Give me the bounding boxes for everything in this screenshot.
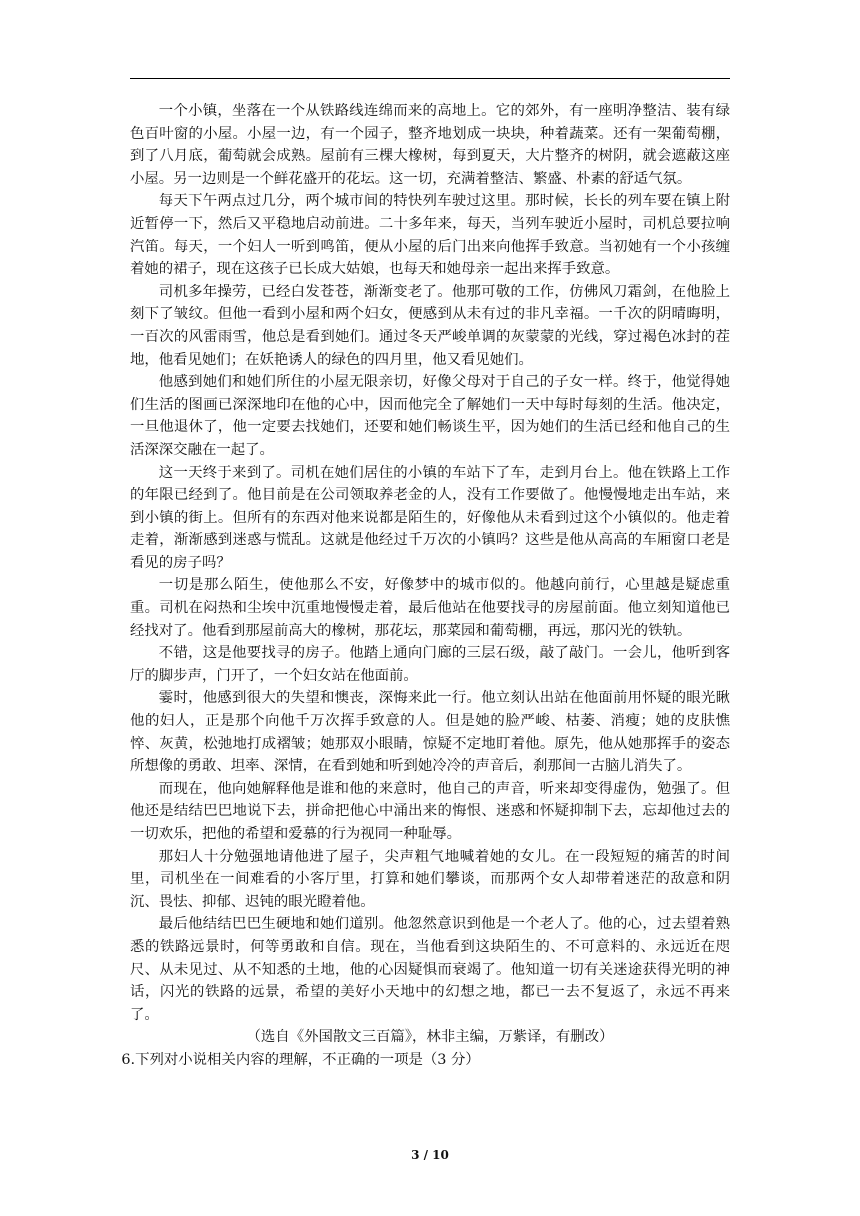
paragraph-3: 司机多年操劳，已经白发苍苍，渐渐变老了。他那可敬的工作，仿佛风刀霜剑，在他脸上刻下了皱纹。但他一看到小屋和两个妇女，便感到从未有过的非凡幸福。一千次的阴晴晦明，一百次的风雷雨雪，他总是看到她们。通过冬天严峻单调的灰蒙蒙的光线，穿过褐色冰封的茬地，他看见她们；在妖艳诱人的绿色的四月里，他又看见她们。 [130,283,730,368]
paragraph-5: 这一天终于来到了。司机在她们居住的小镇的车站下了车，走到月台上。他在铁路上工作的年限已经到了。他目前是在公司领取养老金的人，没有工作要做了。他慢慢地走出车站，来到小镇的街上。但所有的东西对他来说都是陌生的，好像他从未看到过这个小镇似的。他走着走着，渐渐感到迷惑与慌乱。这就是他经过千万次的小镇吗？这些是他从高高的车厢窗口老是看见的房子吗？ [130,464,730,571]
source-citation: （选自《外国散文三百篇》，林非主编，万紫译，有删改） [246,1029,614,1046]
paragraph-4: 他感到她们和她们所住的小屋无限亲切，好像父母对于自己的子女一样。终于，他觉得她们生活的图画已深深地印在他的心中，因而他完全了解她们一天中每时每刻的生活。他决定，一旦他退休了，他一定要去找她们，还要和她们畅谈生平，因为她们的生活已经和他自己的生活深深交融在一起了。 [130,374,730,458]
paragraph-1: 一个小镇，坐落在一个从铁路线连绵而来的高地上。它的郊外，有一座明净整洁、装有绿色百叶窗的小屋。小屋一边，有一个园子，整齐地划成一块块，种着蔬菜。还有一架葡萄棚，到了八月底，葡萄就会成熟。屋前有三棵大橡树，每到夏天，大片整齐的树阴，就会遮蔽这座小屋。另一边则是一个鲜花盛开的花坛。这一切，充满着整洁、繁盛、朴素的舒适气氛。 [130,103,730,187]
page-number: 3 / 10 [411,1148,449,1162]
paragraph-6: 一切是那么陌生，使他那么不安，好像梦中的城市似的。他越向前行，心里越是疑虑重重。司机在闷热和尘埃中沉重地慢慢走着，最后他站在他要找寻的房屋前面。他立刻知道他已经找对了。他看到那屋前高大的橡树，那花坛，那菜园和葡萄棚，再远，那闪光的铁轨。 [130,577,730,639]
paragraph-9: 而现在，他向她解释他是谁和他的来意时，他自己的声音，听来却变得虚伪，勉强了。但他还是结结巴巴地说下去，拼命把他心中涌出来的悔恨、迷惑和怀疑抑制下去，忘却他过去的一切欢乐，把他的希望和爱慕的行为视同一种耻辱。 [130,780,730,842]
question-6: 6.下列对小说相关内容的理解，不正确的一项是（3 分） [121,1051,480,1068]
header-rule [130,78,730,79]
article-body [121,100,730,1072]
paragraph-10: 那妇人十分勉强地请他进了屋子，尖声粗气地喊着她的女儿。在一段短短的痛苦的时间里，司机坐在一间难看的小客厅里，打算和她们攀谈，而那两个女人却带着迷茫的敌意和阴沉、畏怯、抑郁、迟钝的眼光瞪着他。 [130,848,730,910]
paragraph-7: 不错，这是他要找寻的房子。他踏上通向门廊的三层石级，敲了敲门。一会儿，他听到客厅的脚步声，门开了，一个妇女站在他面前。 [130,645,730,684]
paragraph-2: 每天下午两点过几分，两个城市间的特快列车驶过这里。那时候，长长的列车要在镇上附近暂停一下，然后又平稳地启动前进。二十多年来，每天，当列车驶近小屋时，司机总要拉响汽笛。每天，一个妇人一听到鸣笛，便从小屋的后门出来向他挥手致意。当初她有一个小孩缠着她的裙子，现在这孩子已长成大姑娘，也每天和她母亲一起出来挥手致意。 [130,193,730,278]
paragraph-8: 霎时，他感到很大的失望和懊丧，深悔来此一行。他立刻认出站在他面前用怀疑的眼光瞅他的妇人，正是那个向他千万次挥手致意的人。但是她的脸严峻、枯萎、消瘦；她的皮肤憔悴、灰黄，松弛地打成褶皱；她那双小眼睛，惊疑不定地盯着他。原先，他从她那挥手的姿态所想像的勇敢、坦率、深情，在看到她和听到她冷冷的声音后，刹那间一古脑儿消失了。 [130,690,730,775]
paragraph-11: 最后他结结巴巴生硬地和她们道别。他忽然意识到他是一个老人了。他的心，过去望着熟悉的铁路远景时，何等勇敢和自信。现在，当他看到这块陌生的、不可意料的、永远近在咫尺、从未见过、从不知悉的土地，他的心因疑惧而衰竭了。他知道一切有关迷途获得光明的神话，闪光的铁路的远景，希望的美好小天地中的幻想之地，都已一去不复返了，永远不再来了。 [130,916,730,1023]
